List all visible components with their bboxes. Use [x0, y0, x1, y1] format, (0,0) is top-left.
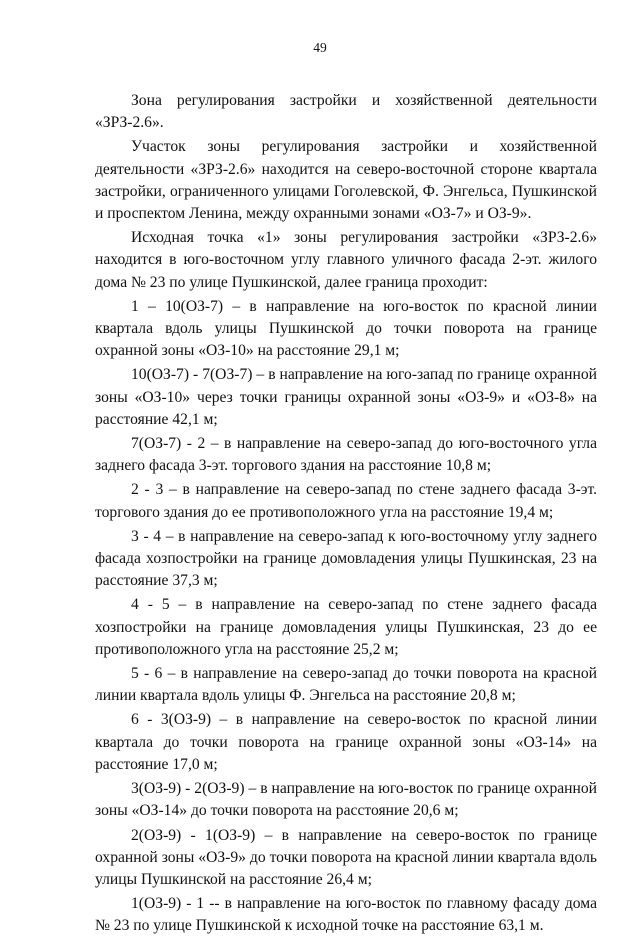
boundary-segment: 7(ОЗ-7) - 2 – в направление на северо-запад до юго-восточного угла заднего фасада 3-эт. торгового здания на расстояние 10,8 м; [95, 435, 597, 475]
boundary-segment: 1 – 10(ОЗ-7) – в направление на юго-восток по красной линии квартала вдоль улицы Пушкинской до точки поворота на границе охранной зоны «ОЗ-10» на расстояние 29,1 м; [95, 297, 597, 360]
boundary-segment: 2(ОЗ-9) - 1(ОЗ-9) – в направление на северо-восток по границе охранной зоны «ОЗ-9» до точки поворота на красной линии квартала вдоль улицы Пушкинской на расстояние 26,4 м; [95, 826, 597, 888]
boundary-segment: 2 - 3 – в направление на северо-запад по стене заднего фасада 3-эт. торгового здания до ее противоположного угла на расстояние 19,4 м; [95, 481, 597, 521]
boundary-segment: 6 - 3(ОЗ-9) – в направление на северо-восток по красной линии квартала до точки поворота на границе охранной зоны «ОЗ-14» на расстояние 17,0 м; [95, 711, 597, 773]
boundary-segment: 4 - 5 – в направление на северо-запад по стене заднего фасада хозпостройки на границе домовладения улицы Пушкинская, 23 до ее противоположного угла на расстояние 25,2 м; [95, 596, 597, 658]
page-number: 49 [313, 40, 327, 55]
zone-location-paragraph: Участок зоны регулирования застройки и хозяйственной деятельности «ЗРЗ-2.6» находится на северо-восточной стороне квартала застройки, ограниченного улицами Гоголевской, Ф. Энгельса, Пушкинской и проспектом Ленина, между охранными зонами «ОЗ-7» и ОЗ-9». [95, 138, 597, 223]
boundary-segment: 10(ОЗ-7) - 7(ОЗ-7) – в направление на юго-запад по границе охранной зоны «ОЗ-10» через точки границы охранной зоны «ОЗ-9» и «ОЗ-8» на расстояние 42,1 м; [95, 366, 597, 428]
boundary-segment: 5 - 6 – в направление на северо-запад до точки поворота на красной линии квартала вдоль улицы Ф. Энгельса на расстояние 20,8 м; [95, 665, 597, 705]
boundary-segment: 3(ОЗ-9) - 2(ОЗ-9) – в направление на юго-восток по границе охранной зоны «ОЗ-14» до точки поворота на расстояние 20,6 м; [95, 780, 597, 820]
boundary-segment: 1(ОЗ-9) - 1 -- в направление на юго-восток по главному фасаду дома № 23 по улице Пушкинской к исходной точке на расстояние 63,1 м. [95, 895, 597, 935]
zone-heading: Зона регулирования застройки и хозяйственной деятельности «ЗРЗ-2.6». [95, 92, 597, 132]
boundary-segment: 3 - 4 – в направление на северо-запад к юго-восточному углу заднего фасада хозпостройки на границе домовладения улицы Пушкинская, 23 на расстояние 37,3 м; [95, 527, 597, 590]
origin-point-paragraph: Исходная точка «1» зоны регулирования застройки «ЗРЗ-2.6» находится в юго-восточном углу главного уличного фасада 2-эт. жилого дома № 23 по улице Пушкинской, далее граница проходит: [95, 229, 597, 291]
document-body [95, 90, 597, 940]
